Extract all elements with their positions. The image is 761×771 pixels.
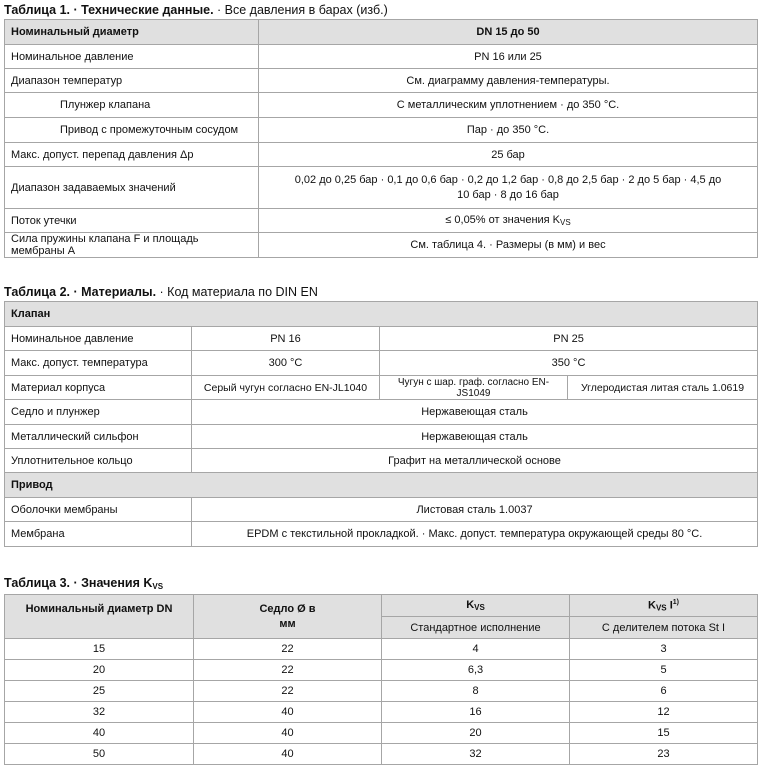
row-value: EPDM с текстильной прокладкой. · Макс. допуст. температура окружающей среды 80 °C. <box>192 522 758 547</box>
cell-kvsi: 3 <box>570 639 758 660</box>
cell-grey-iron: Серый чугун согласно EN-JL1040 <box>192 376 380 400</box>
row-value: DN 15 до 50 <box>259 20 758 45</box>
section-title: Клапан <box>5 302 758 327</box>
table2-caption <box>4 285 318 299</box>
row-label: Диапазон температур <box>5 69 259 93</box>
cell-dn: 20 <box>5 660 194 681</box>
header-seat-line2: мм <box>279 617 296 630</box>
row-value <box>259 167 758 209</box>
table-row <box>5 209 758 233</box>
cell-temp-pn16: 300 °C <box>192 351 380 376</box>
row-value: Нержавеющая сталь <box>192 425 758 449</box>
header-kvsi-text: K <box>648 599 656 612</box>
cell-kvsi: 15 <box>570 723 758 744</box>
cell-pn25: PN 25 <box>380 327 758 351</box>
cell-kvs: 8 <box>382 681 570 702</box>
table-row <box>5 449 758 473</box>
table-row <box>5 351 758 376</box>
table3-caption-subscript: VS <box>152 582 164 591</box>
materials-table <box>4 301 758 547</box>
row-label: Материал корпуса <box>5 376 192 400</box>
table-row <box>5 660 758 681</box>
cell-dn: 25 <box>5 681 194 702</box>
row-value: Листовая сталь 1.0037 <box>192 498 758 522</box>
kvs-subscript: VS <box>560 218 571 227</box>
row-label: Макс. допуст. температура <box>5 351 192 376</box>
row-value: См. таблица 4. · Размеры (в мм) и вес <box>259 233 758 258</box>
header-kvs <box>382 595 570 617</box>
table2-caption-title: Таблица 2. · Материалы. <box>4 285 157 299</box>
header-standard: Стандартное исполнение <box>382 617 570 639</box>
setpoint-ranges-line2: 10 бар · 8 до 16 бар <box>457 188 559 201</box>
leakage-text: ≤ 0,05% от значения K <box>445 214 561 226</box>
row-label: Металлический сильфон <box>5 425 192 449</box>
table-row <box>5 702 758 723</box>
row-label: Номинальный диаметр <box>5 20 259 45</box>
table2-caption-note: · Код материала по DIN EN <box>156 285 318 299</box>
header-dn: Номинальный диаметр DN <box>5 595 194 639</box>
table-row <box>5 723 758 744</box>
table-row <box>5 425 758 449</box>
table-row <box>5 93 758 118</box>
header-seat <box>194 595 382 639</box>
cell-dn: 15 <box>5 639 194 660</box>
table-row <box>5 681 758 702</box>
row-label: Номинальное давление <box>5 327 192 351</box>
table3-caption-text: Таблица 3. · Значения K <box>4 576 153 590</box>
cell-kvsi: 5 <box>570 660 758 681</box>
row-label: Плунжер клапана <box>5 93 259 118</box>
table-row <box>5 639 758 660</box>
cell-kvsi: 12 <box>570 702 758 723</box>
header-kvsi-footnote: 1) <box>672 598 679 606</box>
row-value: Пар · до 350 °C. <box>259 118 758 143</box>
cell-kvs: 4 <box>382 639 570 660</box>
table-row <box>5 327 758 351</box>
header-kvs-text: K <box>466 599 475 611</box>
cell-dn: 50 <box>5 744 194 765</box>
cell-seat: 22 <box>194 681 382 702</box>
row-value: 25 бар <box>259 143 758 167</box>
cell-kvs: 6,3 <box>382 660 570 681</box>
cell-seat: 40 <box>194 723 382 744</box>
table-header-row <box>5 595 758 617</box>
section-title: Привод <box>5 473 758 498</box>
table-row <box>5 143 758 167</box>
cell-kvsi: 23 <box>570 744 758 765</box>
row-label: Сила пружины клапана F и площадь мембраны A <box>5 233 259 258</box>
table-row <box>5 522 758 547</box>
cell-seat: 22 <box>194 639 382 660</box>
header-kvs-subscript: VS <box>474 603 485 612</box>
table-row <box>5 400 758 425</box>
cell-kvs: 16 <box>382 702 570 723</box>
cell-kvs: 32 <box>382 744 570 765</box>
table-row <box>5 118 758 143</box>
row-value: Графит на металлической основе <box>192 449 758 473</box>
table-row <box>5 744 758 765</box>
table-row <box>5 45 758 69</box>
row-value: PN 16 или 25 <box>259 45 758 69</box>
header-kvsi <box>570 595 758 617</box>
cell-seat: 40 <box>194 702 382 723</box>
cell-dn: 40 <box>5 723 194 744</box>
cell-seat: 22 <box>194 660 382 681</box>
row-label: Номинальное давление <box>5 45 259 69</box>
kvs-values-table <box>4 594 758 765</box>
cell-temp-pn25: 350 °C <box>380 351 758 376</box>
table1-caption-note: · Все давления в барах (изб.) <box>213 3 388 17</box>
table1-caption-title: Таблица 1. · Технические данные. <box>4 3 214 17</box>
row-value <box>259 209 758 233</box>
cell-seat: 40 <box>194 744 382 765</box>
header-kvsi-subscript: VS <box>655 603 667 613</box>
row-label: Привод с промежуточным сосудом <box>5 118 259 143</box>
setpoint-ranges-line1: 0,02 до 0,25 бар · 0,1 до 0,6 бар · 0,2 до 1,2 бар · 0,8 до 2,5 бар · 2 до 5 бар · 4,5 до <box>294 173 722 186</box>
row-value: С металлическим уплотнением · до 350 °C. <box>259 93 758 118</box>
row-label: Мембрана <box>5 522 192 547</box>
row-label: Макс. допуст. перепад давления Δp <box>5 143 259 167</box>
cell-ductile-iron: Чугун с шар. граф. согласно EN-JS1049 <box>380 376 568 400</box>
section-header-valve <box>5 302 758 327</box>
table-row <box>5 376 758 400</box>
table1-caption <box>4 3 388 17</box>
table-row <box>5 233 758 258</box>
cell-kvs: 20 <box>382 723 570 744</box>
row-label: Диапазон задаваемых значений <box>5 167 259 209</box>
row-value: Нержавеющая сталь <box>192 400 758 425</box>
cell-dn: 32 <box>5 702 194 723</box>
header-divider: С делителем потока St I <box>570 617 758 639</box>
row-label: Седло и плунжер <box>5 400 192 425</box>
table3-caption-title <box>4 576 163 590</box>
cell-kvsi: 6 <box>570 681 758 702</box>
header-kvsi-tail: I <box>669 599 673 612</box>
table3-caption <box>4 576 163 591</box>
technical-data-table <box>4 19 758 258</box>
cell-cast-steel: Углеродистая литая сталь 1.0619 <box>568 376 758 400</box>
table-row <box>5 69 758 93</box>
header-seat-line1: Седло Ø в <box>259 602 316 615</box>
row-label: Уплотнительное кольцо <box>5 449 192 473</box>
table-row <box>5 167 758 209</box>
row-value: См. диаграмму давления-температуры. <box>259 69 758 93</box>
table-row <box>5 20 758 45</box>
table-row <box>5 498 758 522</box>
section-header-actuator <box>5 473 758 498</box>
row-label: Оболочки мембраны <box>5 498 192 522</box>
row-label: Поток утечки <box>5 209 259 233</box>
cell-pn16: PN 16 <box>192 327 380 351</box>
